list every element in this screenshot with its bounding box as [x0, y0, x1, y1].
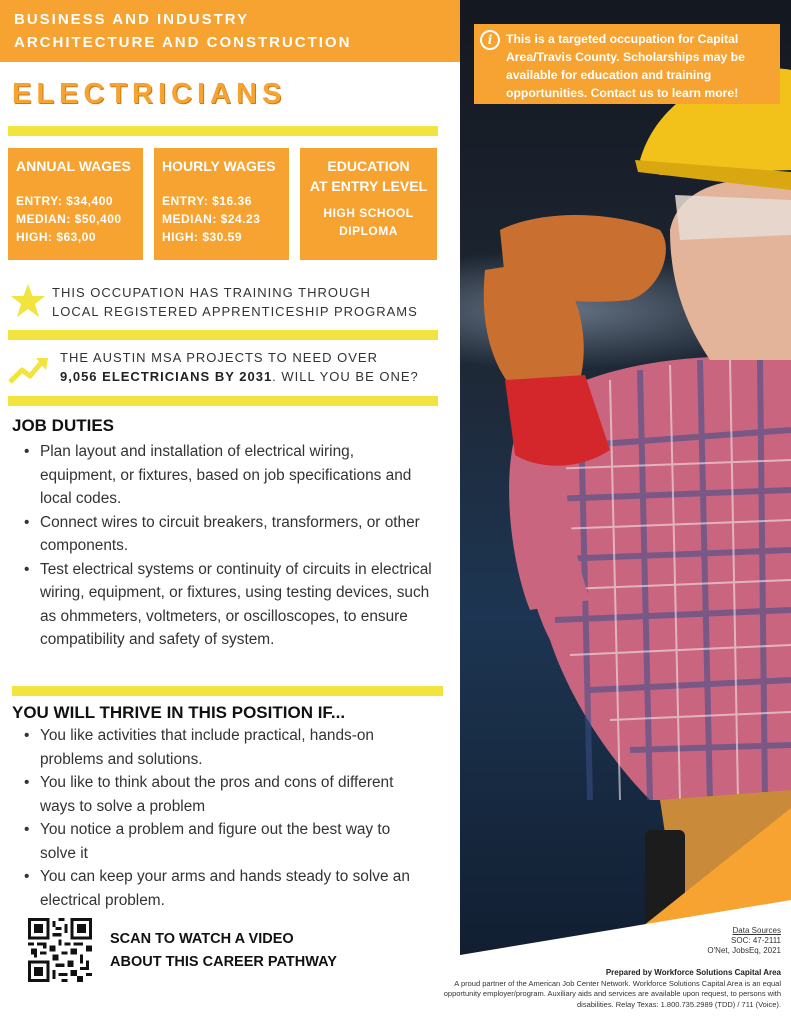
data-sources: [707, 926, 781, 956]
annual-entry: ENTRY: $34,400: [16, 194, 114, 208]
scan-line2: ABOUT THIS CAREER PATHWAY: [110, 954, 337, 970]
divider-bar: [8, 126, 438, 136]
apprenticeship-feature: [8, 280, 448, 324]
soc-code: SOC: 47-2111: [731, 936, 781, 945]
hourly-high: HIGH: $30.59: [162, 230, 243, 244]
annual-median: MEDIAN: $50,400: [16, 212, 122, 226]
projection-highlight: 9,056 ELECTRICIANS BY 2031: [60, 369, 273, 384]
annual-wages-card: [8, 148, 143, 260]
annual-high: HIGH: $63,00: [16, 230, 97, 244]
divider-bar: [8, 396, 438, 406]
divider-bar: [8, 330, 438, 340]
thrive-list: [22, 724, 412, 912]
projection-line1: THE AUSTIN MSA PROJECTS TO NEED OVER: [60, 350, 378, 365]
source-list: O'Net, JobsEq, 2021: [707, 946, 781, 955]
targeted-occupation-notice: [474, 24, 780, 104]
projection-question: . WILL YOU BE ONE?: [272, 369, 419, 384]
list-item: • You like to think about the pros and cons of different ways to solve a problem: [22, 771, 412, 818]
list-item: • Test electrical systems or continuity of circuits in electrical wiring, equipment, or fixtures, using testing devices, such as ohmmeters, voltmeters, or oscilloscopes, to ensure compatibility and safety of system.: [22, 558, 434, 652]
scan-callout: [110, 928, 337, 974]
data-sources-link[interactable]: Data Sources: [732, 926, 781, 935]
projection-feature: [8, 346, 448, 390]
info-icon: i: [480, 30, 500, 50]
prepared-by: Prepared by Workforce Solutions Capital Area: [605, 968, 781, 977]
annual-wages-title: ANNUAL WAGES: [16, 158, 131, 174]
scan-line1: SCAN TO WATCH A VIDEO: [110, 931, 294, 947]
education-value-line1: HIGH SCHOOL: [323, 206, 414, 220]
job-duties-list: [22, 440, 434, 652]
star-icon: [10, 283, 46, 319]
header-category: BUSINESS AND INDUSTRY: [14, 11, 250, 28]
list-item: • You notice a problem and figure out the best way to solve it: [22, 818, 412, 865]
occupation-title: ELECTRICIANS: [12, 78, 287, 110]
notice-text: This is a targeted occupation for Capital Area/Travis County. Scholarships may be available for education and training opportunities. Contact us to learn more!: [506, 32, 745, 100]
divider-bar: [12, 686, 443, 696]
list-item: • Connect wires to circuit breakers, transformers, or other components.: [22, 511, 434, 558]
hourly-median: MEDIAN: $24.23: [162, 212, 261, 226]
education-title-line1: EDUCATION: [327, 158, 410, 174]
apprenticeship-line1: THIS OCCUPATION HAS TRAINING THROUGH: [52, 285, 371, 300]
footer-disclaimer: A proud partner of the American Job Center Network. Workforce Solutions Capital Area is an equal opportunity employer/program. Auxiliary aids and services are available upon request, to persons with disabilities. Relay Texas: 1.800.735.2989 (TDD) / 711 (Voice).: [443, 978, 781, 1009]
education-value-line2: DIPLOMA: [339, 224, 398, 238]
header-band: [0, 0, 460, 62]
hourly-wages-title: HOURLY WAGES: [162, 158, 276, 174]
footer: [431, 968, 781, 1010]
hourly-entry: ENTRY: $16.36: [162, 194, 252, 208]
header-cluster: ARCHITECTURE AND CONSTRUCTION: [14, 34, 352, 51]
education-title-line2: AT ENTRY LEVEL: [309, 178, 428, 194]
thrive-title: YOU WILL THRIVE IN THIS POSITION IF...: [12, 703, 346, 722]
trend-up-icon: [8, 356, 48, 386]
hourly-wages-card: [154, 148, 289, 260]
list-item: • You can keep your arms and hands steady to solve an electrical problem.: [22, 865, 412, 912]
education-card: [300, 148, 437, 260]
apprenticeship-line2: LOCAL REGISTERED APPRENTICESHIP PROGRAMS: [52, 304, 418, 319]
list-item: • You like activities that include practical, hands-on problems and solutions.: [22, 724, 412, 771]
job-duties-title: JOB DUTIES: [12, 416, 115, 435]
qr-code[interactable]: [28, 918, 92, 982]
list-item: • Plan layout and installation of electrical wiring, equipment, or fixtures, based on job specifications and local codes.: [22, 440, 434, 511]
